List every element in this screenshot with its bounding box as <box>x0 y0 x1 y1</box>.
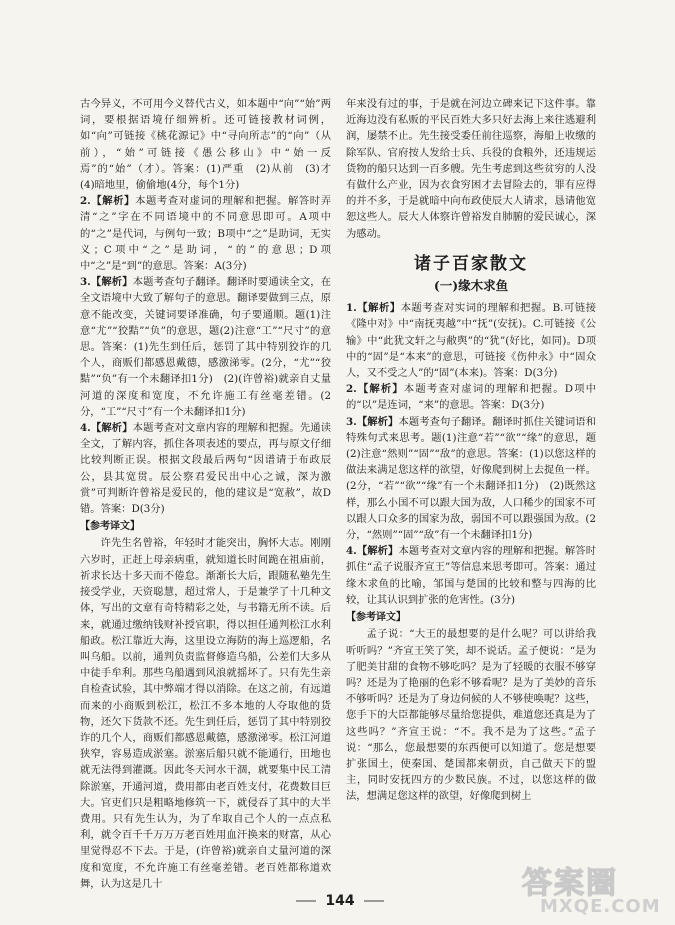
item-marker: 4.【解析】 <box>346 545 399 558</box>
page-number <box>300 890 380 912</box>
item-text: 本题考查句子翻译。翻译时要通读全文，在全文语境中大致了解句子的意思。翻译要做到三点，原意不能改变，关键词要译准确，句子要通顺。题(1)注意“尤”“狡黠”“负”的意思，题(2)注意“工”“尺寸”的意思。答案：(1)先生到任后，惩罚了其中特别狡诈的几个人，商贩们都感恩戴德，感激涕零。(2分，“尤”“狡黠”“负”有一个未翻译扣1分) (2)(许曾裕)就亲自丈量河道的深度和宽度，不允许施工有丝毫差错。(2分，“工”“尺寸”有一个未翻译扣1分) <box>80 276 332 418</box>
answer-item-4 <box>346 543 596 608</box>
answer-item-2 <box>346 381 596 413</box>
item-marker: 2.【解析】 <box>80 195 136 208</box>
item-marker: 4.【解析】 <box>80 422 133 435</box>
answer-item-2 <box>80 193 331 274</box>
watermark-logo <box>522 858 672 920</box>
item-marker: 1.【解析】 <box>346 302 401 315</box>
item-text: 本题考查句子翻译。翻译时抓住关键词语和特殊句式来思考。题(1)注意“若”“欲”“缘”的意思，题(2)注意“然则”“固”“敌”的意思。答案：(1)以您这样的做法来满足您这样的欲望，好像爬到树上去捉鱼一样。(2分，“若”“欲”“缘”有一个未翻译扣1分) (2)既然这样，那么小国不可以跟大国为敌，人口稀少的国家不可以跟人口众多的国家为敌，弱国不可以跟强国为敌。(2分，“然则”“固”“敌”有一个未翻译扣1分) <box>346 415 597 542</box>
item-text: 本题考查对文章内容的理解和把握。解答时抓住“孟子说服齐宣王”等信息来思考即可。答案：通过缘木求鱼的比喻，邹国与楚国的比较和整与四海的比较，让其认识到扩张的危害性。(3分) <box>346 545 597 606</box>
item-marker: 3.【解析】 <box>346 415 399 428</box>
item-marker: 3.【解析】 <box>80 276 133 289</box>
page-number-ornament <box>364 900 384 902</box>
answer-1-continued: 古今异义，不可用今义替代古义，如本题中“向”“始”两词，要根据语境仔细辨析。还可链接教材词例，如“向”可链接《桃花源记》中“寻向所志”的“向”（从前），“始”可链接《愚公移山》中“始一反焉”的“始”（才）。答案：(1)严重 (2)从前 (3)才 (4)暗地里，偷偷地(4分，每个1分) <box>80 98 342 192</box>
reference-translation-label: 【参考译文】 <box>346 612 406 624</box>
answer-item-1 <box>346 300 596 381</box>
subsection-title: (一)缘木求鱼 <box>433 278 509 294</box>
item-text: 本题考查对实词的理解和把握。B.可链接《隆中对》中“南抚夷越”中“抚”(安抚)。C.可链接《公输》中“此犹文轩之与敝舆”的“犹”(好比，如同)。D项中的“固”是“本来”的意思，可链接《伤仲永》中“固众人，又不受之人”的“固”(本来)。答案：D(3分) <box>346 302 596 380</box>
item-text: 本题考查对虚词的理解和把握。解答时弄清“之”字在不同语境中的不同意思即可。A项中的“之”是代词，与例句一致；B项中“之”是助词，无实义；C项中“之”是助词，“的”的意思；D项中“之”是“到”的意思。答案：A(3分) <box>80 195 332 273</box>
reference-translation-text: 孟子说：“大王的最想要的是什么呢？可以讲给我听听吗？”齐宣王笑了笑，却不说话。孟子便说：“是为了肥美甘甜的食物不够吃吗？是为了轻暖的衣服不够穿吗？还是为了艳丽的色彩不够看呢？是为了美妙的音乐不够听吗？还是为了身边伺候的人不够使唤呢？这些，您手下的大臣都能够尽量给您提供，难道您还真是为了这些吗？”齐宣王说：“不。我不是为了这些。”孟子说：“那么，您最想要的东西便可以知道了。您是想要扩张国土，使秦国、楚国都来朝贡，自己做天下的盟主，同时安抚四方的少数民族。不过，以您这样的做法，想满足您这样的欲望，好像爬到树上 <box>346 628 596 803</box>
answer-item-4 <box>80 420 331 517</box>
right-column <box>346 96 596 805</box>
item-text: 本题考查对虚词的理解和把握。D项中的“以”是连词，“来”的意思。答案：D(3分) <box>346 383 596 412</box>
reference-translation-text: 许先生名曾裕，年轻时才能突出，胸怀大志。刚刚六岁时，正赶上母亲病重，就知道长时间跪在祖庙前，祈求长达十多天而不倦怠。渐渐长大后，跟随私塾先生接受学业，天资聪慧，超过常人，于是兼学了十几种文体，写出的文章有奇特精彩之处，与书籍无所不读。后来，就通过缴纳钱财补授官职，得以担任通判松江水利船政。松江靠近大海，这里设立海防的海上巡逻船，名叫乌船。以前，通判负责监督修造乌船，公差们大多从中徒手牟利。那些乌船遇到风浪就摇坏了。只有先生亲自检查试验，其中弊端才得以消除。在这之前，有远道而来的小商贩到松江，松江不多本地的人夺取他的货物，还欠下货款不还。先生到任后，惩罚了其中特别狡诈的几个人，商贩们都感恩戴德，感激涕零。松江河道狭窄，容易造成淤塞。淤塞后船只就不能通行，田地也就无法得到灌溉。因此冬天河水干涸，就要集中民工清除淤塞，开通河道，费用都由老百姓支付，花费数目巨大。官吏们只是粗略地修筑一下，就侵吞了其中的大半费用。只有先生认为，为了牟取自己个人的一点点私利，就令百千千万万万老百姓用血汗换来的财富，从心里觉得忍不下去。于是，(许曾裕)就亲自丈量河道的深度和宽度，不允许施工有丝毫差错。老百姓都称道欢舞，认为这是几十 <box>80 537 331 890</box>
watermark-site-text: MXQE.COM <box>540 896 661 917</box>
item-text: 本题考查对文章内容的理解和把握。先通读全文，了解内容，抓住各项表述的要点，再与原文仔细比较判断正误。根据文段最后两句“因谱请于布政辰公，县其宽贯。辰公察君爱民出中心之诚，深为激赏”可判断许曾裕是爱民的，他的建议是“宽赦”，故D错。答案：D(3分) <box>80 422 332 516</box>
watermark-main-text: 答案圈 <box>522 866 618 901</box>
page-number-ornament <box>296 900 316 902</box>
translation-continued: 年来没有过的事，于是就在河边立碑来记下这件事。靠近海边没有私贩的平民百姓大多只好去海上来往逃避利润，屡禁不止。先生接受委任前往巡察，海船上收缴的除军队、官府按人发给士兵、兵役的食粮外，还违规运货物的船只达到一百多艘。先生考虑到这些贫穷的人没有做什么产业，因为衣食穷困才去冒险去的，罪有应得的并不多，于是就暗中向布政使辰大人请求，恳请他宽恕这些人。辰大人体察许曾裕发自肺腑的爱民诚心，深为感动。 <box>346 98 596 240</box>
item-marker: 2.【解析】 <box>346 383 404 396</box>
left-column <box>80 96 342 892</box>
answer-item-3 <box>80 274 331 420</box>
section-title: 诸子百家散文 <box>414 253 528 274</box>
answer-item-3 <box>346 414 596 544</box>
page-number-text: 144 <box>325 893 355 909</box>
reference-translation-label: 【参考译文】 <box>80 521 140 533</box>
